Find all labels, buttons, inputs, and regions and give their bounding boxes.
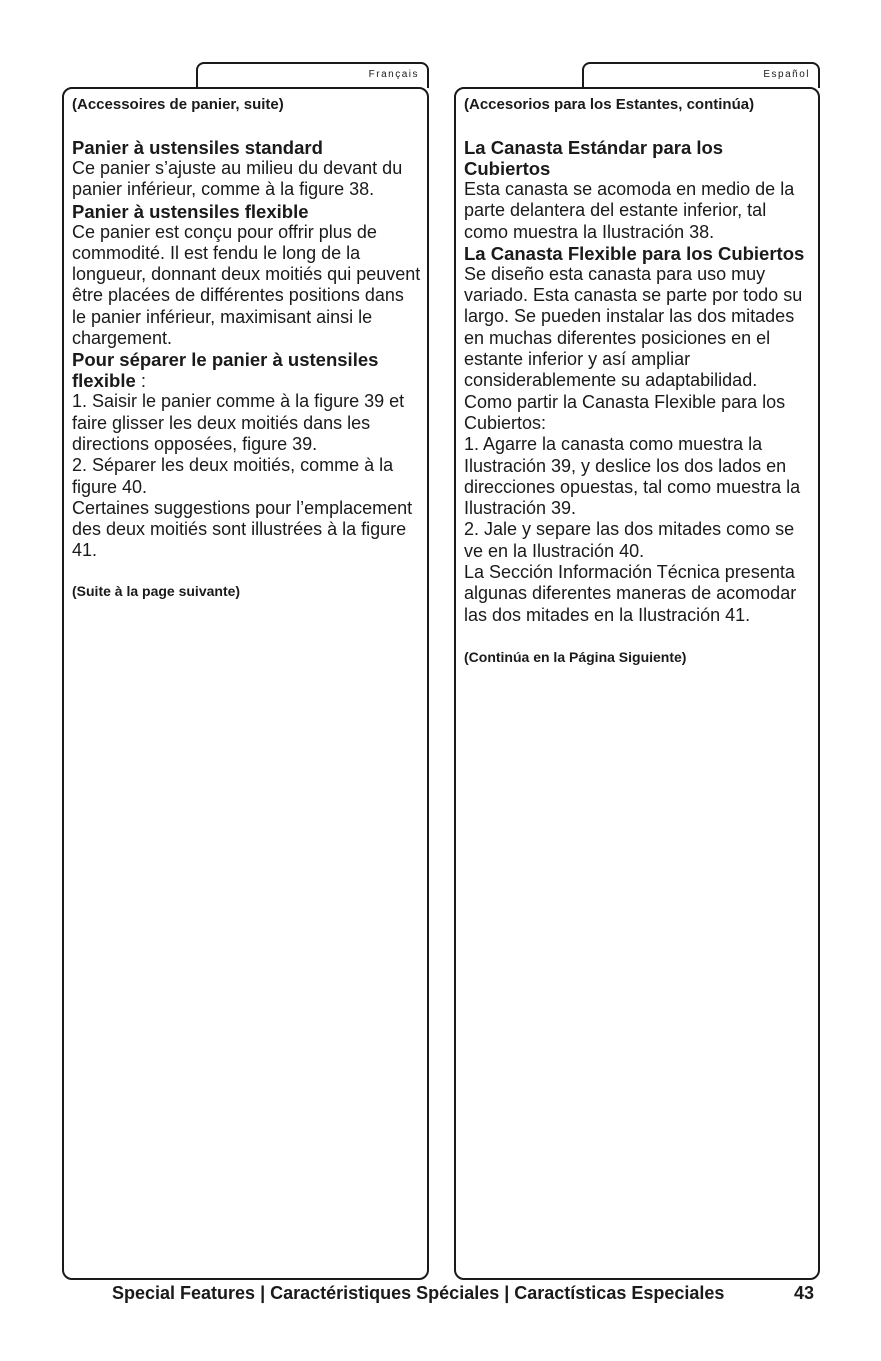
spanish-continued-header: (Accesorios para los Estantes, continúa): [464, 96, 755, 113]
french-step-2: 2. Séparer les deux moitiés, comme à la figure 40.: [72, 455, 394, 497]
page-footer: [112, 1281, 822, 1305]
spanish-column: [454, 87, 820, 1280]
page-number: 43: [793, 1283, 814, 1303]
french-heading-separate-suffix: :: [135, 370, 147, 392]
footer-text: Special Features | Caractéristiques Spéciales | Caractísticas Especiales: [112, 1283, 725, 1303]
spanish-step-1: 1. Agarre la canasta como muestra la Ilustración 39, y deslice los dos lados en direcciones opuestas, tal como muestra la Ilustración 39.: [464, 434, 801, 519]
french-heading-flexible: Panier à ustensiles flexible: [72, 200, 309, 222]
spanish-heading-flexible: La Canasta Flexible para los Cubiertos: [464, 242, 805, 264]
spanish-para-standard: Esta canasta se acomoda en medio de la parte delantera del estante inferior, tal como muestra la Ilustración 38.: [464, 179, 795, 242]
spanish-tab-label: Español: [763, 69, 810, 80]
spanish-step-2: 2. Jale y separe las dos mitades como se ve en la Ilustración 40.: [464, 519, 795, 561]
french-continued-note: (Suite à la page suivante): [72, 582, 241, 599]
spanish-para-how-to: Como partir la Canasta Flexible para los Cubiertos:: [464, 391, 786, 433]
spanish-heading-standard: La Canasta Estándar para los Cubiertos: [464, 137, 724, 179]
french-heading-separate-text: Pour séparer le panier à ustensiles flexible: [72, 349, 379, 392]
french-para-standard: Ce panier s’ajuste au milieu du devant du panier inférieur, comme à la figure 38.: [72, 158, 403, 200]
french-para-suggestions: Certaines suggestions pour l’emplacement des deux moitiés sont illustrées à la figure 41.: [72, 497, 413, 561]
french-heading-separate: [72, 349, 421, 391]
spanish-continued-note: (Continúa en la Página Siguiente): [464, 648, 687, 665]
spanish-para-flexible: Se diseño esta canasta para uso muy variado. Esta canasta se parte por todo su largo. Se pueden instalar las dos mitades en muchas diferentes posiciones en el estante inferior y así ampliar considerablemente su adaptabilidad.: [464, 263, 803, 391]
french-step-1: 1. Saisir le panier comme à la figure 39 et faire glisser les deux moitiés dans les directions opposées, figure 39.: [72, 391, 405, 454]
french-continued-header: (Accessoires de panier, suite): [72, 96, 284, 113]
french-heading-standard: Panier à ustensiles standard: [72, 137, 323, 158]
french-tab-label: Français: [368, 69, 419, 80]
spanish-para-suggestions: La Sección Información Técnica presenta algunas diferentes maneras de acomodar las dos mitades en la Ilustración 41.: [464, 562, 797, 625]
french-para-flexible: Ce panier est conçu pour offrir plus de commodité. Il est fendu le long de la longueur, donnant deux moitiés qui peuvent être placées de différentes positions dans le panier inférieur, maximisant ainsi le chargement.: [72, 221, 421, 349]
french-column: [62, 87, 429, 1280]
